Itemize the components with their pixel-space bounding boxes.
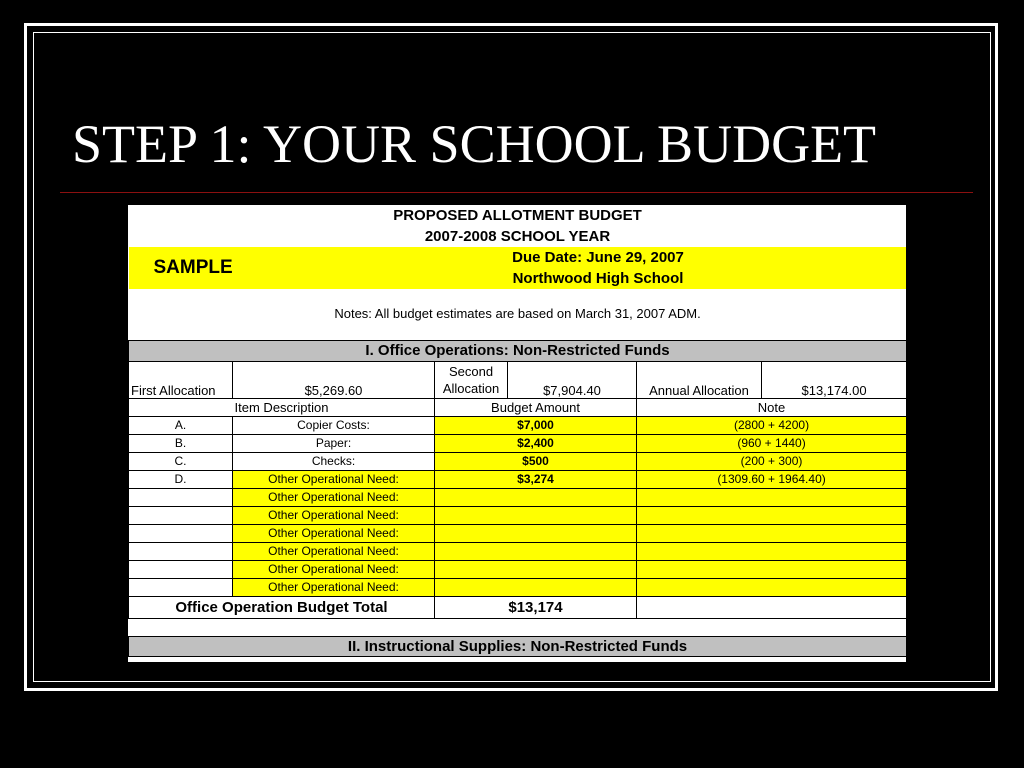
yellow-fill (762, 247, 907, 268)
budget-item-rows (129, 416, 907, 596)
item-note (637, 542, 907, 560)
item-amount (435, 506, 637, 524)
item-description: Paper: (233, 434, 435, 452)
second-allocation-label-line1: Second (448, 363, 494, 379)
blank-row (129, 289, 907, 304)
item-letter: A. (129, 416, 233, 434)
sample-label: SAMPLE (129, 247, 435, 289)
annual-allocation-value: $13,174.00 (762, 361, 907, 398)
slide-title: STEP 1: YOUR SCHOOL BUDGET (72, 114, 877, 174)
second-allocation-value: $7,904.40 (508, 361, 637, 398)
item-description: Other Operational Need: (233, 578, 435, 596)
item-description: Copier Costs: (233, 416, 435, 434)
item-description: Other Operational Need: (233, 542, 435, 560)
item-amount: $2,400 (435, 434, 637, 452)
item-letter: B. (129, 434, 233, 452)
sheet-title: PROPOSED ALLOTMENT BUDGET (393, 207, 642, 224)
item-description: Other Operational Need: (233, 488, 435, 506)
table-row (129, 452, 907, 470)
item-description: Other Operational Need: (233, 524, 435, 542)
yellow-fill (762, 268, 907, 289)
item-amount (435, 524, 637, 542)
item-note: (2800 + 4200) (637, 416, 907, 434)
item-letter (129, 524, 233, 542)
title-divider (60, 192, 973, 193)
blank-row (129, 323, 907, 340)
item-note (637, 506, 907, 524)
total-value: $13,174 (435, 596, 637, 618)
school-name: Northwood High School (435, 268, 762, 289)
item-amount (435, 542, 637, 560)
item-note (637, 578, 907, 596)
column-header-note: Note (637, 398, 907, 416)
item-note (637, 524, 907, 542)
item-amount (435, 578, 637, 596)
item-amount: $500 (435, 452, 637, 470)
item-letter (129, 506, 233, 524)
column-header-item: Item Description (129, 398, 435, 416)
table-row (129, 416, 907, 434)
table-row (129, 542, 907, 560)
total-note-cell (637, 596, 907, 618)
item-letter (129, 578, 233, 596)
notes-text: Notes: All budget estimates are based on March 31, 2007 ADM. (334, 306, 701, 321)
second-allocation-label (435, 361, 508, 398)
school-year: 2007-2008 SCHOOL YEAR (424, 228, 611, 245)
second-allocation-label-line2: Allocation (442, 380, 500, 396)
budget-spreadsheet (128, 205, 906, 662)
first-allocation-value: $5,269.60 (233, 361, 435, 398)
item-note: (200 + 300) (637, 452, 907, 470)
table-row (129, 524, 907, 542)
due-date: Due Date: June 29, 2007 (435, 247, 762, 268)
item-amount (435, 488, 637, 506)
item-letter: C. (129, 452, 233, 470)
table-row (129, 560, 907, 578)
item-note: (1309.60 + 1964.40) (637, 470, 907, 488)
section-header-office: I. Office Operations: Non-Restricted Funds (129, 340, 907, 361)
table-row (129, 470, 907, 488)
item-amount: $3,274 (435, 470, 637, 488)
item-letter: D. (129, 470, 233, 488)
item-description: Other Operational Need: (233, 506, 435, 524)
table-row (129, 578, 907, 596)
item-description: Checks: (233, 452, 435, 470)
item-letter (129, 560, 233, 578)
item-letter (129, 542, 233, 560)
item-note (637, 560, 907, 578)
item-amount (435, 560, 637, 578)
total-label: Office Operation Budget Total (129, 596, 435, 618)
item-letter (129, 488, 233, 506)
blank-row (129, 618, 907, 636)
column-header-amount: Budget Amount (435, 398, 637, 416)
budget-table (128, 205, 906, 657)
table-row (129, 506, 907, 524)
section-header-instructional: II. Instructional Supplies: Non-Restricted Funds (129, 636, 907, 656)
first-allocation-label: First Allocation (129, 361, 233, 398)
table-row (129, 488, 907, 506)
item-description: Other Operational Need: (233, 560, 435, 578)
table-row (129, 434, 907, 452)
annual-allocation-label: Annual Allocation (637, 361, 762, 398)
item-amount: $7,000 (435, 416, 637, 434)
item-note: (960 + 1440) (637, 434, 907, 452)
item-description: Other Operational Need: (233, 470, 435, 488)
item-note (637, 488, 907, 506)
